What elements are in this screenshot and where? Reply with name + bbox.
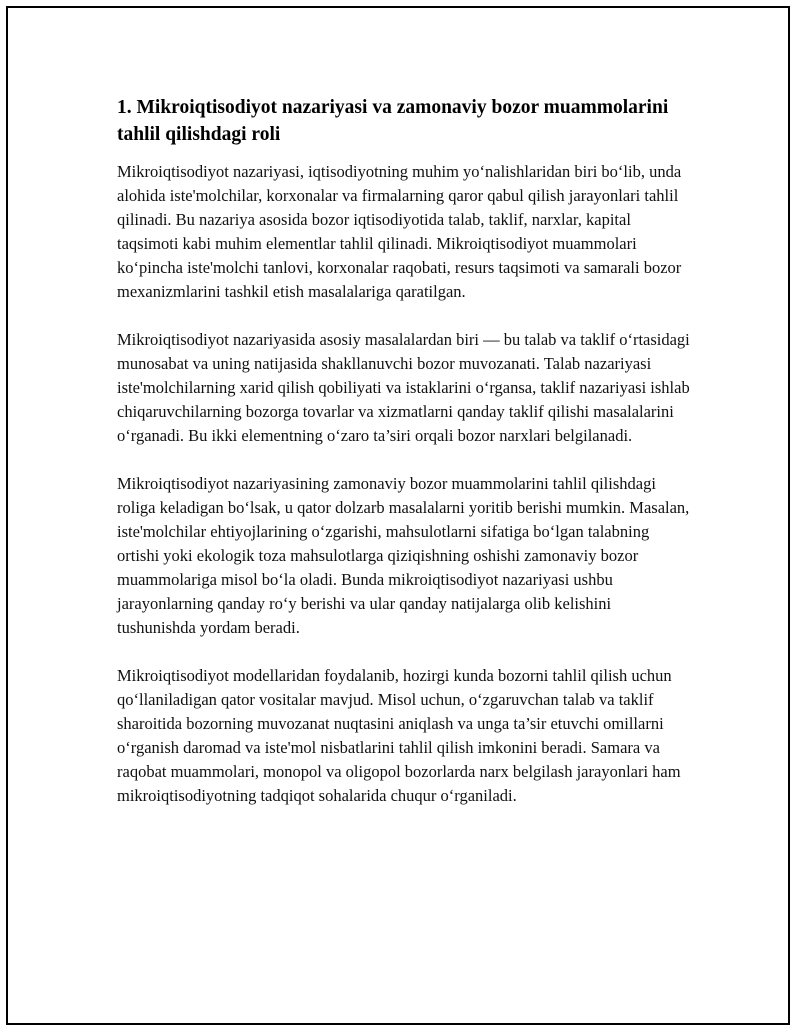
paragraph-3: Mikroiqtisodiyot nazariyasining zamonaviy bozor muammolarini tahlil qilishdagi roliga keladigan bo‘lsak, u qator dolzarb masalalarni yoritib berishi mumkin. Masalan, iste'molchilar ehtiyojlarining o‘zgarishi, mahsulotlarni sifatiga bo‘lgan talabning ortishi yoki ekologik toza mahsulotlarga qiziqishning oshishi zamonaviy bozor muammolariga misol bo‘la oladi. Bunda mikroiqtisodiyot nazariyasi ushbu jarayonlarning qanday ro‘y berishi va ular qanday natijalarga olib kelishini tushunishda yordam beradi. xyxy=(117,474,690,637)
paragraph-1: Mikroiqtisodiyot nazariyasi, iqtisodiyotning muhim yo‘nalishlaridan biri bo‘lib, unda alohida iste'molchilar, korxonalar va firmalarning qaror qabul qilish jarayonlari tahlil qilinadi. Bu nazariya asosida bozor iqtisodiyotida talab, taklif, narxlar, kapital taqsimoti kabi muhim elementlar tahlil qilinadi. Mikroiqtisodiyot muammolari ko‘pincha iste'molchi tanlovi, korxonalar raqobati, resurs taqsimoti va samarali bozor mexanizmlarini tashkil etish masalalariga qaratilgan. xyxy=(117,162,682,301)
paragraph-4: Mikroiqtisodiyot modellaridan foydalanib, hozirgi kunda bozorni tahlil qilish uchun qo‘llaniladigan qator vositalar mavjud. Misol uchun, o‘zgaruvchan talab va taklif sharoitida bozorning muvozanat nuqtasini aniqlash va unga ta’sir etuvchi omillarni o‘rganish daromad va iste'mol nisbatlarini tahlil qilish imkonini beradi. Samara va raqobat muammolari, monopol va oligopol bozorlarda narx belgilash jarayonlari ham mikroiqtisodiyotning tadqiqot sohalarida chuqur o‘rganiladi. xyxy=(117,666,681,805)
paragraph-2: Mikroiqtisodiyot nazariyasida asosiy masalalardan biri — bu talab va taklif o‘rtasidagi munosabat va uning natijasida shakllanuvchi bozor muvozanati. Talab nazariyasi iste'molchilarning xarid qilish qobiliyati va istaklarini o‘rgansa, taklif nazariyasi ishlab chiqaruvchilarning bozorga tovarlar va xizmatlarni qanday taklif qilishi masalalarini o‘rganadi. Bu ikki elementning o‘zaro ta’siri orqali bozor narxlari belgilanadi. xyxy=(117,330,690,445)
section-heading: 1. Mikroiqtisodiyot nazariyasi va zamonaviy bozor muammolarini tahlil qilishdagi roli xyxy=(117,97,669,145)
document-body xyxy=(117,94,692,808)
